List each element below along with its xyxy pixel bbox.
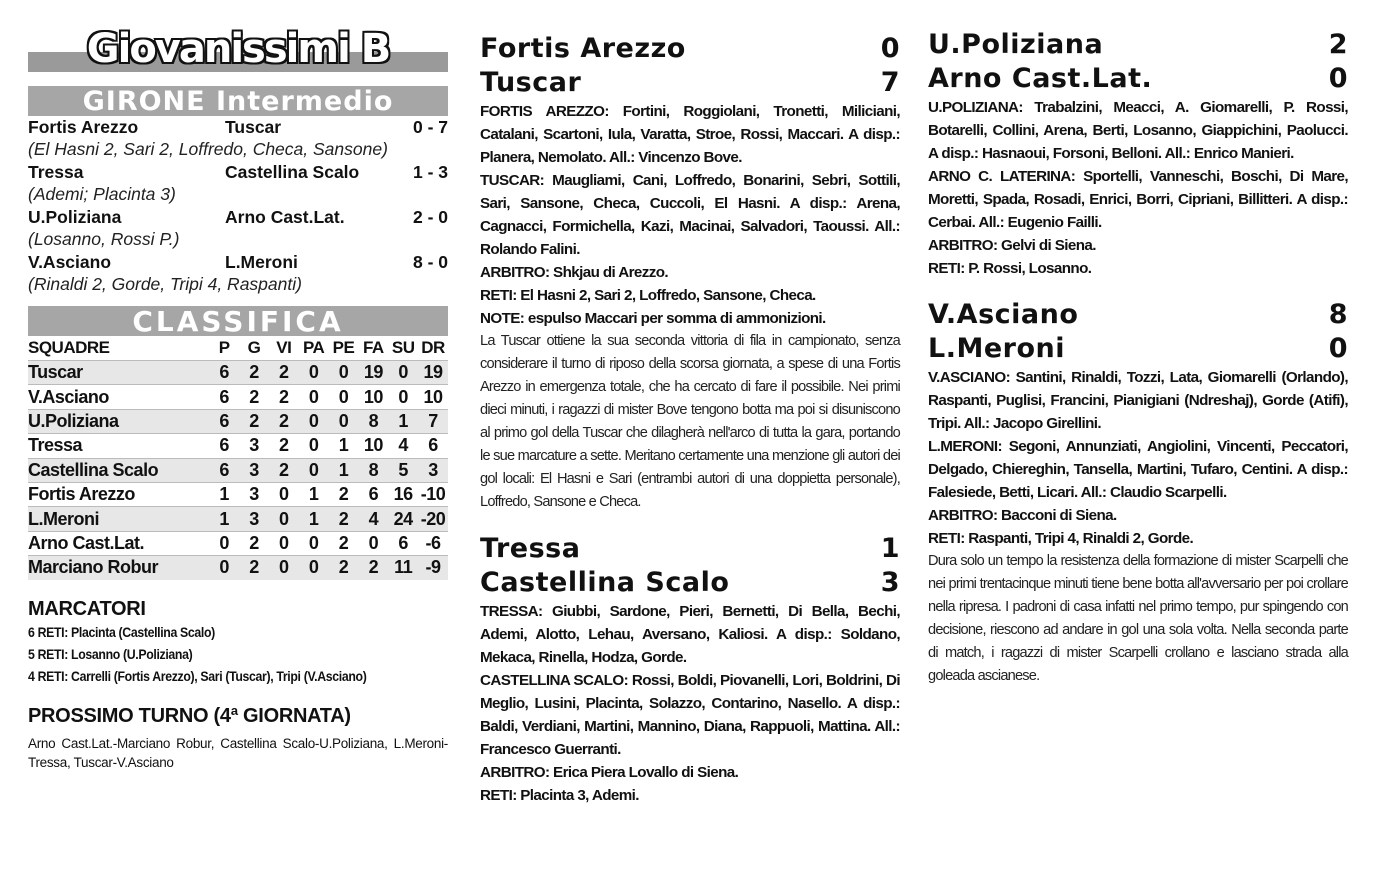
stat-cell: 2 bbox=[329, 507, 359, 531]
standings-column bbox=[28, 0, 448, 772]
girone-header: GIRONE Intermedio bbox=[28, 86, 448, 116]
column-header: SQUADRE bbox=[28, 338, 110, 357]
stat-cell: 0 bbox=[269, 531, 299, 555]
stat-cell: 0 bbox=[388, 361, 418, 385]
stat-cell: 2 bbox=[329, 482, 359, 506]
table-row bbox=[28, 482, 448, 506]
table-row bbox=[28, 361, 448, 385]
team-score: 0 bbox=[1328, 63, 1348, 94]
stat-cell: 2 bbox=[269, 434, 299, 458]
team-name: Arno Cast.Lat. bbox=[928, 63, 1153, 94]
stat-cell: -10 bbox=[418, 482, 448, 506]
team-name: U.Poliziana bbox=[928, 29, 1104, 60]
section-title bbox=[28, 28, 448, 74]
stat-cell: 4 bbox=[388, 434, 418, 458]
team-name: Tressa bbox=[480, 533, 581, 564]
lineup-home: FORTIS AREZZO: Fortini, Roggiolani, Tronetti, Miliciani, Catalani, Scartoni, Iula, Varatta, Stroe, Rossi, Maccari. A disp.: Planera, Nemolato. All.: Vincenzo Bove. bbox=[480, 103, 900, 166]
team-cell: U.Poliziana bbox=[28, 409, 209, 433]
stat-cell: 0 bbox=[269, 556, 299, 580]
team-cell: Fortis Arezzo bbox=[28, 482, 209, 506]
referee: ARBITRO: Bacconi di Siena. bbox=[928, 507, 1117, 524]
stat-cell: 0 bbox=[329, 361, 359, 385]
match-header-away bbox=[480, 66, 900, 100]
team-name: V.Asciano bbox=[928, 299, 1079, 330]
result-row bbox=[28, 161, 448, 183]
stat-cell: 0 bbox=[299, 531, 329, 555]
stat-cell: 2 bbox=[269, 385, 299, 409]
stat-cell: 2 bbox=[239, 531, 269, 555]
stat-cell: 0 bbox=[299, 385, 329, 409]
match-header-home bbox=[480, 532, 900, 566]
stat-cell: 2 bbox=[269, 409, 299, 433]
stat-cell: 16 bbox=[388, 482, 418, 506]
stat-cell: 8 bbox=[358, 458, 388, 482]
stat-cell: 6 bbox=[209, 458, 239, 482]
scorers: (Losanno, Rossi P.) bbox=[28, 229, 180, 249]
team-score: 8 bbox=[1328, 299, 1348, 330]
scorer-line: 4 RETI: Carrelli (Fortis Arezzo), Sari (Tuscar), Tripi (V.Asciano) bbox=[28, 667, 367, 684]
stat-cell: 2 bbox=[329, 556, 359, 580]
team-name: Castellina Scalo bbox=[480, 567, 730, 598]
standings-body bbox=[28, 361, 448, 580]
home-team: Fortis Arezzo bbox=[28, 117, 139, 137]
lineup-away: ARNO C. LATERINA: Sportelli, Vanneschi, Boschi, Di Mare, Moretti, Spada, Rosadi, Enrici, Borri, Cipriani, Billitteri. A disp.: Cerbai. All.: Eugenio Failli. bbox=[928, 168, 1348, 231]
stat-cell: 6 bbox=[358, 482, 388, 506]
marcatori-heading: MARCATORI bbox=[28, 597, 146, 620]
stat-cell: 7 bbox=[418, 409, 448, 433]
stat-cell: 3 bbox=[239, 507, 269, 531]
home-team: Tressa bbox=[28, 162, 84, 182]
lineup-away: CASTELLINA SCALO: Rossi, Boldi, Piovanelli, Lori, Boldrini, Di Meglio, Lusini, Placinta, Solazzo, Contarino, Nasello. A disp.: Baldi, Verdiani, Martini, Mannino, Diana, Rappuoli, Mattina. All.: Francesco Guerranti. bbox=[480, 672, 900, 758]
team-name: Fortis Arezzo bbox=[480, 33, 686, 64]
away-team: Arno Cast.Lat. bbox=[225, 207, 345, 227]
column-header: PE bbox=[332, 338, 355, 357]
stat-cell: 2 bbox=[239, 409, 269, 433]
column-header: P bbox=[218, 338, 230, 357]
column-header: FA bbox=[362, 338, 384, 357]
stat-cell: 6 bbox=[209, 361, 239, 385]
column-header: PA bbox=[302, 338, 325, 357]
scorer-line: 5 RETI: Losanno (U.Poliziana) bbox=[28, 645, 193, 662]
table-row bbox=[28, 556, 448, 580]
team-cell: Marciano Robur bbox=[28, 556, 209, 580]
stat-cell: 2 bbox=[239, 361, 269, 385]
column-header: DR bbox=[421, 338, 445, 357]
stat-cell: 0 bbox=[299, 556, 329, 580]
table-header-row bbox=[28, 336, 448, 361]
scorer-line: 6 RETI: Placinta (Castellina Scalo) bbox=[28, 623, 215, 640]
team-cell: V.Asciano bbox=[28, 385, 209, 409]
stat-cell: -20 bbox=[418, 507, 448, 531]
classifica-header: CLASSIFICA bbox=[28, 306, 448, 336]
team-score: 0 bbox=[880, 33, 900, 64]
stat-cell: 0 bbox=[269, 507, 299, 531]
table-row bbox=[28, 507, 448, 531]
table-row bbox=[28, 531, 448, 555]
lineup-away: TUSCAR: Maugliami, Cani, Loffredo, Bonarini, Sebri, Sottili, Sari, Sansone, Checa, Cuccoli, El Hasni. A disp.: Arena, Cagnacci, Formichella, Kazi, Macinai, Salvadori, Taoussi. All.: Rolando Falini. bbox=[480, 172, 900, 258]
stat-cell: 2 bbox=[269, 458, 299, 482]
team-score: 0 bbox=[1328, 333, 1348, 364]
stat-cell: 1 bbox=[329, 458, 359, 482]
team-cell: Tressa bbox=[28, 434, 209, 458]
match-header-home bbox=[480, 32, 900, 66]
section-title-text: Giovanissimi B bbox=[86, 26, 390, 72]
next-round-heading: PROSSIMO TURNO (4ª GIORNATA) bbox=[28, 704, 351, 727]
stat-cell: 2 bbox=[358, 556, 388, 580]
score: 1 - 3 bbox=[412, 162, 448, 182]
goals: RETI: El Hasni 2, Sari 2, Loffredo, Sansone, Checa. bbox=[480, 287, 816, 304]
stat-cell: 5 bbox=[388, 458, 418, 482]
stat-cell: 2 bbox=[239, 556, 269, 580]
referee: ARBITRO: Erica Piera Lovallo di Siena. bbox=[480, 764, 739, 781]
referee: ARBITRO: Gelvi di Siena. bbox=[928, 237, 1096, 254]
stat-cell: 6 bbox=[418, 434, 448, 458]
stat-cell: 6 bbox=[209, 385, 239, 409]
stat-cell: 1 bbox=[209, 482, 239, 506]
match-header-home bbox=[928, 28, 1348, 62]
away-team: L.Meroni bbox=[225, 252, 298, 272]
stat-cell: 3 bbox=[239, 434, 269, 458]
goals: RETI: Raspanti, Tripi 4, Rinaldi 2, Gorde. bbox=[928, 530, 1194, 547]
table-row bbox=[28, 458, 448, 482]
stat-cell: 6 bbox=[209, 434, 239, 458]
stat-cell: 2 bbox=[239, 385, 269, 409]
team-cell: Castellina Scalo bbox=[28, 458, 209, 482]
stat-cell: 1 bbox=[329, 434, 359, 458]
stat-cell: 0 bbox=[299, 434, 329, 458]
stat-cell: 2 bbox=[269, 361, 299, 385]
team-score: 7 bbox=[880, 67, 900, 98]
column-header: SU bbox=[391, 338, 415, 357]
stat-cell: -6 bbox=[418, 531, 448, 555]
results-list bbox=[28, 116, 448, 296]
next-round-fixtures: Arno Cast.Lat.-Marciano Robur, Castellina Scalo-U.Poliziana, L.Meroni-Tressa, Tuscar-V.Asciano bbox=[28, 735, 448, 770]
home-team: V.Asciano bbox=[28, 252, 112, 272]
standings-table bbox=[28, 336, 448, 580]
stat-cell: 1 bbox=[299, 482, 329, 506]
team-name: L.Meroni bbox=[928, 333, 1065, 364]
lineup-home: TRESSA: Giubbi, Sardone, Pieri, Bernetti, Di Bella, Bechi, Ademi, Alotto, Lehau, Aversano, Kaliosi. A disp.: Soldano, Mekaca, Rinella, Hodza, Gorde. bbox=[480, 603, 900, 666]
result-row bbox=[28, 116, 448, 138]
stat-cell: 0 bbox=[209, 531, 239, 555]
team-cell: Tuscar bbox=[28, 361, 209, 385]
stat-cell: 3 bbox=[239, 482, 269, 506]
stat-cell: 19 bbox=[418, 361, 448, 385]
match-header-away bbox=[480, 566, 900, 600]
match-report: La Tuscar ottiene la sua seconda vittoria di fila in campionato, senza considerare il turno di riposo della scorsa giornata, a spese di una Fortis Arezzo in emergenza totale, che ha cercato di fare il possibile. Nei primi dieci minuti, i ragazzi di mister Bove tengono botta ma poi si disuniscono al primo gol della Tuscar che dilagherà nell'arco di tutta la gara, portando le sue marcature a sette. Meritano certamente una menzione gli autori dei gol locali: El Hasni e Sari (entrambi autori di una doppietta personale), Loffredo, Sansone e Checa. bbox=[480, 333, 900, 510]
stat-cell: 1 bbox=[209, 507, 239, 531]
referee: ARBITRO: Shkjau di Arezzo. bbox=[480, 264, 669, 281]
stat-cell: 0 bbox=[209, 556, 239, 580]
score: 2 - 0 bbox=[412, 207, 448, 227]
stat-cell: 10 bbox=[358, 434, 388, 458]
stat-cell: 24 bbox=[388, 507, 418, 531]
lineup-home: U.POLIZIANA: Trabalzini, Meacci, A. Giomarelli, P. Rossi, Botarelli, Collini, Arena, Berti, Losanno, Giappichini, Paolucci. A disp.: Hasnaoui, Forsoni, Belloni. All.: Enrico Manieri. bbox=[928, 99, 1348, 162]
match-header-away bbox=[928, 332, 1348, 366]
match-header-away bbox=[928, 62, 1348, 96]
stat-cell: 1 bbox=[388, 409, 418, 433]
stat-cell: 10 bbox=[418, 385, 448, 409]
stat-cell: 0 bbox=[299, 361, 329, 385]
stat-cell: 6 bbox=[209, 409, 239, 433]
away-team: Tuscar bbox=[225, 117, 282, 137]
result-row bbox=[28, 251, 448, 273]
goals: RETI: P. Rossi, Losanno. bbox=[928, 260, 1092, 277]
lineup-home: V.ASCIANO: Santini, Rinaldi, Tozzi, Lata, Giomarelli (Orlando), Raspanti, Puglisi, Francini, Pianigiani (Ndreshaj), Gorde (Atifi), Tripi. All.: Jacopo Girellini. bbox=[928, 369, 1348, 432]
stat-cell: 3 bbox=[418, 458, 448, 482]
goals: RETI: Placinta 3, Ademi. bbox=[480, 787, 639, 804]
stat-cell: 3 bbox=[239, 458, 269, 482]
stat-cell: 8 bbox=[358, 409, 388, 433]
away-team: Castellina Scalo bbox=[225, 162, 360, 182]
table-row bbox=[28, 434, 448, 458]
column-header: G bbox=[247, 338, 261, 357]
stat-cell: 0 bbox=[299, 409, 329, 433]
stat-cell: 19 bbox=[358, 361, 388, 385]
team-cell: Arno Cast.Lat. bbox=[28, 531, 209, 555]
column-header: VI bbox=[276, 338, 292, 357]
stat-cell: 4 bbox=[358, 507, 388, 531]
stat-cell: 0 bbox=[329, 409, 359, 433]
match-column-3 bbox=[928, 0, 1348, 688]
scorers: (El Hasni 2, Sari 2, Loffredo, Checa, Sansone) bbox=[28, 139, 388, 159]
stat-cell: -9 bbox=[418, 556, 448, 580]
stat-cell: 0 bbox=[388, 385, 418, 409]
lineup-away: L.MERONI: Segoni, Annunziati, Angiolini, Vincenti, Peccatori, Delgado, Chiereghin, Tansella, Martini, Tufaro, Centini. A disp.: Falesiede, Betti, Licari. All.: Claudio Scarpelli. bbox=[928, 438, 1348, 501]
match-header-home bbox=[928, 298, 1348, 332]
match-column-2 bbox=[480, 0, 900, 807]
stat-cell: 0 bbox=[358, 531, 388, 555]
table-row bbox=[28, 409, 448, 433]
team-score: 1 bbox=[880, 533, 900, 564]
scorers: (Ademi; Placinta 3) bbox=[28, 184, 176, 204]
stat-cell: 0 bbox=[269, 482, 299, 506]
table-row bbox=[28, 385, 448, 409]
notes: NOTE: espulso Maccari per somma di ammonizioni. bbox=[480, 310, 826, 327]
stat-cell: 6 bbox=[388, 531, 418, 555]
match-report: Dura solo un tempo la resistenza della formazione di mister Scarpelli che nei primi trentacinque minuti tiene bene botta all'avversario per poi crollare nella ripresa. I padroni di casa infatti nel primo tempo, pur spingendo con decisione, riescono ad andare in gol una sola volta. Nella seconda parte di match, i ragazzi di mister Scarpelli crollano e lasciano strada alla goleada ascianese. bbox=[928, 553, 1348, 684]
stat-cell: 10 bbox=[358, 385, 388, 409]
score: 0 - 7 bbox=[412, 117, 448, 137]
home-team: U.Poliziana bbox=[28, 207, 122, 227]
team-score: 3 bbox=[880, 567, 900, 598]
result-row bbox=[28, 206, 448, 228]
stat-cell: 11 bbox=[388, 556, 418, 580]
team-name: Tuscar bbox=[480, 67, 582, 98]
stat-cell: 0 bbox=[329, 385, 359, 409]
stat-cell: 1 bbox=[299, 507, 329, 531]
stat-cell: 2 bbox=[329, 531, 359, 555]
stat-cell: 0 bbox=[299, 458, 329, 482]
team-cell: L.Meroni bbox=[28, 507, 209, 531]
team-score: 2 bbox=[1328, 29, 1348, 60]
scorers: (Rinaldi 2, Gorde, Tripi 4, Raspanti) bbox=[28, 274, 302, 294]
score: 8 - 0 bbox=[412, 252, 448, 272]
